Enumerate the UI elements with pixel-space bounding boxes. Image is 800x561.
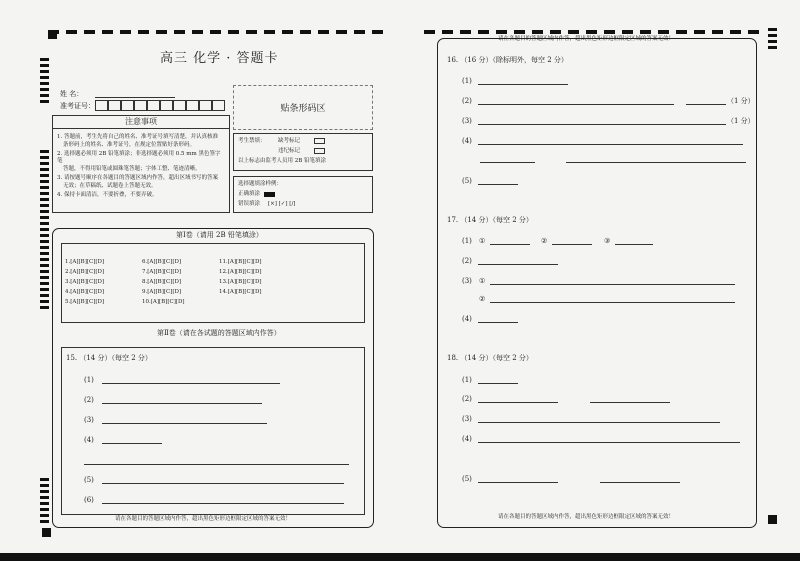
absent-checkbox[interactable] [314,138,325,144]
q16-answer-line-1[interactable] [478,84,568,85]
mcq-row[interactable] [65,289,104,296]
mcq-options: [A][B][C][D] [227,269,262,275]
fill-correct-label: 正确填涂 [238,191,261,197]
q15-box [61,347,365,515]
q15-answer-line-3[interactable] [102,423,267,424]
mcq-options: [A][B][C][D] [147,289,182,295]
right-bottom-mark [768,515,777,524]
mcq-number: 12. [219,269,228,275]
section2-title: 第Ⅱ卷（请在各试题的答题区域内作答） [157,329,281,337]
notice-line: 答题，不得用铅笔或圆珠笔答题；字体工整、笔迹清晰。 [63,166,201,172]
mcq-options: [A][B][C][D] [147,259,182,265]
fill-example-box [233,176,373,213]
mcq-row[interactable] [65,259,104,266]
mcq-number: 5. [65,299,71,305]
mcq-box [61,243,365,323]
q15-label-3: (3) [84,416,94,424]
q17-answer-line-1c[interactable] [615,244,653,245]
absent-label: 缺考标记 [278,138,301,144]
q16-answer-line-2b[interactable] [686,104,726,105]
q18-label-3: (3) [462,415,472,423]
exam-id-label: 准考证号： [60,102,95,110]
mcq-options: [A][B][C][D] [70,279,105,285]
scan-bottom-edge [0,553,800,561]
exam-status-label: 考生禁填： [238,138,266,144]
mcq-row[interactable] [142,259,181,266]
mcq-row[interactable] [219,279,262,286]
mcq-row[interactable] [65,299,104,306]
mcq-row[interactable] [142,269,181,276]
mcq-options: [A][B][C][D] [70,269,105,275]
answer-frame-left [52,228,374,528]
q17-answer-line-4[interactable] [478,322,518,323]
q15-answer-line-1[interactable] [102,383,280,384]
mcq-number: 11. [219,259,228,265]
q17-answer-line-3b[interactable] [490,302,735,303]
mcq-options: [A][B][C][D] [70,299,105,305]
q17-circle-5: ② [479,295,486,303]
section1-title: 第Ⅰ卷（请用 2B 铅笔填涂） [176,231,263,239]
mcq-number: 8. [142,279,148,285]
notice-box [52,115,230,213]
bottom-mark [42,528,51,537]
exam-status-box [233,133,373,171]
q17-answer-line-1a[interactable] [490,244,530,245]
violation-label: 违纪标记 [278,148,301,154]
mcq-options: [A][B][C][D] [227,279,262,285]
notice-line: 1. 答题前，考生先将自己的姓名、准考证号填写清楚，并认真核准 [57,133,218,140]
q17-circle-1: ① [479,237,486,245]
q16-label-3: (3) [462,117,472,125]
q16-label-4: (4) [462,137,472,145]
q17-label-1: (1) [462,237,472,245]
barcode-area [233,85,373,130]
mcq-options: [A][B][C][D] [147,279,182,285]
q18-answer-line-3[interactable] [478,422,720,423]
mcq-row[interactable] [142,299,185,306]
fill-wrong-marks: [×] [✓] [/] [268,201,296,207]
q16-answer-line-4b[interactable] [480,162,535,163]
q15-answer-line-6[interactable] [102,503,344,504]
mcq-options: [A][B][C][D] [70,259,105,265]
q16-answer-line-2[interactable] [478,104,674,105]
q16-answer-line-5[interactable] [478,184,518,185]
q15-label-6: (6) [84,496,94,504]
mcq-number: 4. [65,289,71,295]
q17-label-2: (2) [462,257,472,265]
footer-warning-top: 请在各题目的答题区域内作答，超出黑色矩形边框限定区域的答案无效！ [498,36,675,42]
mcq-number: 7. [142,269,148,275]
page-title: 高三 化学 · 答题卡 [160,51,279,66]
mcq-options: [A][B][C][D] [150,299,185,305]
mcq-options: [A][B][C][D] [70,289,105,295]
violation-checkbox[interactable] [314,148,325,154]
q17-answer-line-1b[interactable] [552,244,592,245]
q17-answer-line-3a[interactable] [490,284,735,285]
mcq-number: 10. [142,299,151,305]
q17-circle-4: ① [479,277,486,285]
mcq-options: [A][B][C][D] [227,289,262,295]
q16-label-1: (1) [462,77,472,85]
q15-label-2: (2) [84,396,94,404]
q17-circle-2: ② [541,237,548,245]
q16-point-1: （1 分） [727,97,755,105]
notice-line: 4. 保持卡面清洁，不要折叠，不要弄破。 [57,191,158,198]
q16-label-5: (5) [462,177,472,185]
notice-line: 3. 请按题号顺序在各题目的答题区域内作答，超出区域书写的答案 [57,174,218,181]
q17-label-3: (3) [462,277,472,285]
q17-answer-line-2[interactable] [478,264,558,265]
q15-header: 15. （14 分）（每空 2 分） [66,354,152,362]
mcq-options: [A][B][C][D] [147,269,182,275]
mcq-row[interactable] [142,279,181,286]
q17-circle-3: ③ [604,237,611,245]
corner-mark [48,30,57,39]
notice-line: 无效；在草稿纸、试题卷上答题无效。 [63,183,157,189]
q18-answer-line-5b[interactable] [600,482,680,483]
q18-label-1: (1) [462,376,472,384]
q18-answer-line-1[interactable] [478,383,518,384]
filled-mark-icon [264,192,275,197]
barcode-label: 贴条形码区 [280,104,326,114]
q15-answer-line-4b[interactable] [84,464,349,465]
mcq-number: 9. [142,289,148,295]
q16-point-2: （1 分） [727,117,755,125]
q16-answer-line-4[interactable] [478,144,743,145]
mcq-options: [A][B][C][D] [227,259,262,265]
q18-answer-line-4[interactable] [478,442,740,443]
q18-label-2: (2) [462,395,472,403]
mcq-row[interactable] [65,279,104,286]
q18-answer-line-2a[interactable] [478,402,558,403]
q16-label-2: (2) [462,97,472,105]
fill-wrong-label: 错误填涂 [238,201,261,207]
q18-header: 18. （14 分）（每空 2 分） [447,354,533,362]
q18-answer-line-2b[interactable] [590,402,670,403]
mcq-number: 13. [219,279,228,285]
q15-label-1: (1) [84,376,94,384]
name-field[interactable] [95,97,175,98]
mcq-row[interactable] [219,269,262,276]
mcq-row[interactable] [65,269,104,276]
mcq-row[interactable] [219,289,262,296]
name-label: 姓 名： [60,90,84,98]
mcq-number: 3. [65,279,71,285]
mcq-number: 2. [65,269,71,275]
mcq-number: 14. [219,289,228,295]
q15-label-5: (5) [84,476,94,484]
notice-header: 注意事项 [53,116,229,129]
q16-answer-line-4c[interactable] [566,162,746,163]
exam-id-boxes[interactable] [95,100,225,111]
q15-answer-line-2[interactable] [102,403,262,404]
q15-label-4: (4) [84,436,94,444]
q17-header: 17. （14 分）（每空 2 分） [447,216,533,224]
notice-line: 条形码上的姓名、准考证号，在规定位置贴好条形码。 [63,142,196,148]
mcq-row[interactable] [142,289,181,296]
q15-answer-line-5[interactable] [102,483,344,484]
exam-status-note: 以上标志由监考人员用 2B 铅笔填涂 [238,158,327,164]
q18-label-4: (4) [462,435,472,443]
footer-warning-left: 请在各题目的答题区域内作答，超出黑色矩形边框限定区域的答案无效！ [115,516,292,522]
mcq-number: 1. [65,259,71,265]
q17-label-4: (4) [462,315,472,323]
fill-example-title: 选择题填涂样例： [238,181,283,187]
q16-header: 16. （16 分）（除标明外，每空 2 分） [447,56,568,64]
q16-answer-line-3[interactable] [478,124,726,125]
q15-answer-line-4[interactable] [102,443,162,444]
q18-label-5: (5) [462,475,472,483]
q18-answer-line-5a[interactable] [478,482,558,483]
mcq-row[interactable] [219,259,262,266]
mcq-number: 6. [142,259,148,265]
footer-warning-right: 请在各题目的答题区域内作答，超出黑色矩形边框限定区域的答案无效！ [498,514,675,520]
notice-line: 2. 选择题必须用 2B 铅笔填涂；非选择题必须用 0.5 mm 黑色签字笔 [57,150,221,164]
answer-frame-right [437,38,757,528]
